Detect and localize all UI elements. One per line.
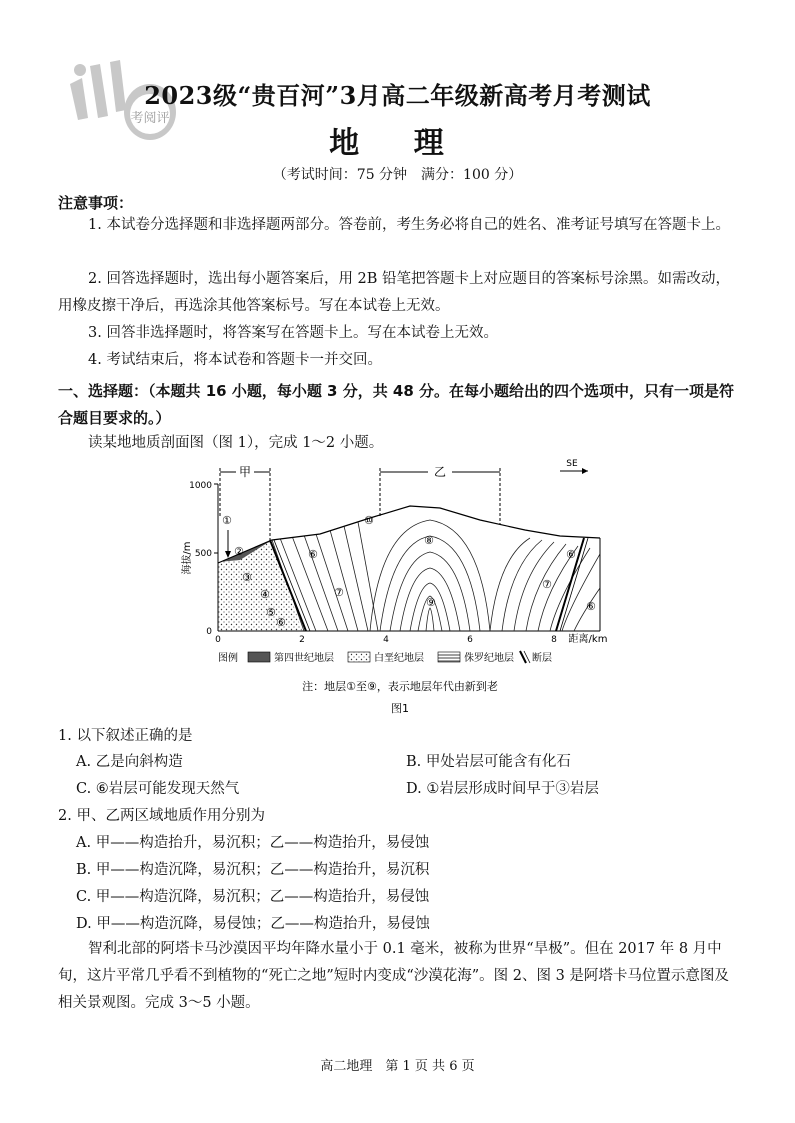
layer-label-6d: ⑥ [586, 600, 596, 613]
notice-item-1: 1. 本试卷分选择题和非选择题两部分。答卷前，考生务必将自己的姓名、准考证号填写在答题卡上。 [88, 217, 730, 233]
x-tick-0: 0 [215, 635, 221, 645]
layer-label-4: ④ [260, 588, 270, 601]
y-tick-500: 500 [194, 549, 212, 559]
layer-label-9: ⑨ [426, 596, 436, 609]
passage-atacama: 智利北部的阿塔卡马沙漠因平均年降水量小于 0.1 毫米，被称为世界“旱极”。但在 2017 年 8 月中旬，这片平常几乎看不到植物的“死亡之地”短时内变成“沙漠花海”。图 2、图 3 是阿塔卡马位置示意图及相关景观图。完成 3～5 小题。 [58, 941, 729, 1011]
layer-label-6a: ⑥ [276, 616, 286, 629]
legend-title: 图例 [218, 653, 238, 664]
question-2-option-d: D. 甲——构造沉降，易侵蚀；乙——构造抬升，易侵蚀 [76, 916, 430, 932]
subject-title: 地 理 [329, 126, 466, 161]
watermark-text: 考阅评 [130, 111, 170, 126]
geologic-cross-section [180, 458, 620, 720]
y-tick-0: 0 [206, 627, 212, 637]
question-2-option-b: B. 甲——构造沉降，易沉积；乙——构造抬升，易沉积 [76, 862, 430, 878]
layer-label-6c: ⑥ [566, 548, 576, 561]
label-yi: 乙 [433, 465, 447, 479]
legend-cretaceous: 白垩纪地层 [374, 653, 424, 664]
figure-note: 注：地层①至⑨，表示地层年代由新到老 [302, 680, 498, 693]
layer-label-8: ⑧ [424, 534, 434, 547]
question-1-option-a: A. 乙是向斜构造 [76, 754, 183, 770]
notice-item-4: 4. 考试结束后，将本试卷和答题卡一并交回。 [88, 352, 382, 368]
x-tick-8: 8 [551, 635, 557, 645]
legend-quaternary: 第四世纪地层 [274, 653, 334, 664]
label-jia: 甲 [238, 465, 252, 479]
section-heading: 一、选择题：（本题共 16 小题，每小题 3 分，共 48 分。在每小题给出的四个选项中，只有一项是符合题目要求的。） [58, 382, 735, 427]
layer-label-7a: ⑦ [334, 586, 344, 599]
layer-label-1: ① [222, 514, 232, 527]
legend-swatch-quaternary [248, 652, 270, 662]
question-2-option-a: A. 甲——构造抬升，易沉积；乙——构造抬升，易侵蚀 [76, 835, 430, 851]
question-1-option-c: C. ⑥岩层可能发现天然气 [76, 781, 240, 797]
x-tick-4: 4 [383, 635, 389, 645]
x-tick-2: 2 [299, 635, 305, 645]
figure-caption: 图1 [391, 702, 409, 715]
section-intro: 读某地地质剖面图（图 1），完成 1～2 小题。 [88, 435, 384, 451]
question-1-stem: 1. 以下叙述正确的是 [58, 728, 193, 744]
layer-label-3: ③ [242, 571, 252, 584]
page-footer: 高二地理 第 1 页 共 6 页 [320, 1059, 475, 1074]
question-2-option-c: C. 甲——构造沉降，易沉积；乙——构造抬升，易侵蚀 [76, 889, 430, 905]
question-1-option-b: B. 甲处岩层可能含有化石 [406, 754, 571, 770]
layer-label-6b: ⑥ [308, 548, 318, 561]
legend-jurassic: 侏罗纪地层 [464, 653, 514, 664]
question-1-option-d: D. ①岩层形成时间早于③岩层 [406, 781, 599, 797]
notice-item-3: 3. 回答非选择题时，将答案写在答题卡上。写在本试卷上无效。 [88, 325, 498, 341]
exam-title: 2023级“贵百河”3月高二年级新高考月考测试 [144, 81, 651, 110]
layer-label-2: ② [234, 545, 244, 558]
x-axis-label: 距离/km [568, 634, 608, 645]
legend-swatch-fault [520, 651, 530, 663]
direction-label: SE [566, 459, 578, 469]
question-2-stem: 2. 甲、乙两区域地质作用分别为 [58, 808, 265, 824]
legend-swatch-cretaceous [348, 652, 370, 662]
notice-item-2: 2. 回答选择题时，选出每小题答案后，用 2B 铅笔把答题卡上对应题目的答案标号涂黑。如需改动，用橡皮擦干净后，再选涂其他答案标号。写在本试卷上无效。 [58, 271, 731, 314]
x-tick-6: 6 [467, 635, 473, 645]
layer-label-10: ⑩ [364, 514, 374, 527]
y-tick-1000: 1000 [189, 481, 212, 491]
legend-fault: 断层 [532, 653, 552, 664]
legend-swatch-jurassic [438, 652, 460, 662]
layer-label-5: ⑤ [266, 606, 276, 619]
y-axis-label: 海拔/m [182, 541, 193, 575]
time-info: （考试时间：75 分钟 满分：100 分） [272, 167, 523, 183]
notice-heading: 注意事项： [58, 194, 134, 212]
layer-label-7b: ⑦ [542, 578, 552, 591]
